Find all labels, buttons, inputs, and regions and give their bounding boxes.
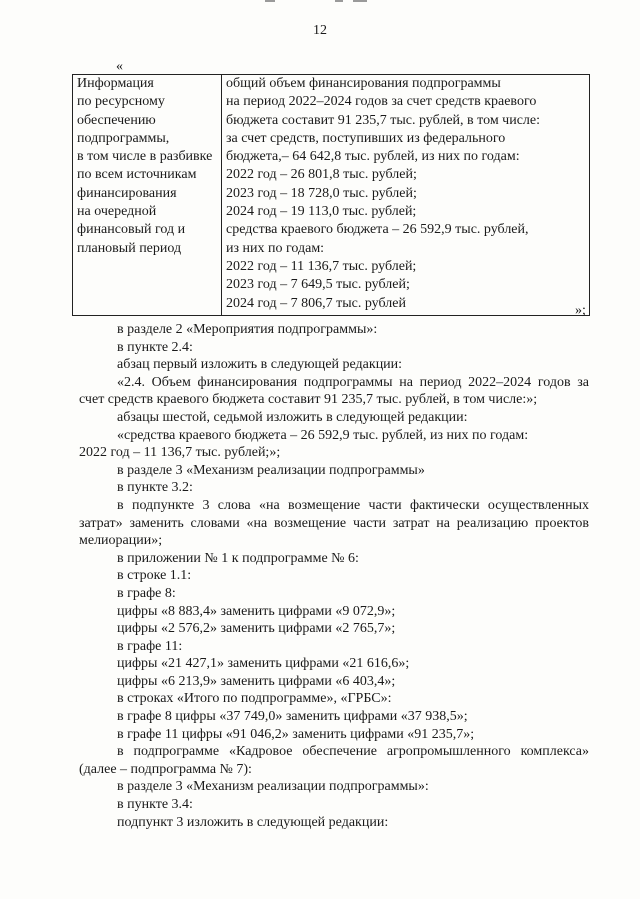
value-line: 2024 год – 19 113,0 тыс. рублей; [226,204,417,220]
value-line: 2023 год – 7 649,5 тыс. рублей; [226,277,410,293]
paragraph: в приложении № 1 к подпрограмме № 6: [117,550,359,566]
scan-artifact [265,0,375,6]
label-line: финансовый год и [77,222,186,238]
paragraph: в пункте 2.4: [117,339,193,355]
paragraph: в строках «Итого по подпрограмме», «ГРБС»: [117,691,392,707]
paragraph: 2022 год – 11 136,7 тыс. рублей;»; [79,445,281,461]
label-line: по ресурсному [77,94,165,110]
paragraph: в разделе 3 «Механизм реализации подпрограммы»: [117,779,429,795]
page-number: 12 [313,23,327,38]
paragraph: в пункте 3.4: [117,797,193,813]
paragraph: в подпункте 3 слова «на возмещение части фактически осуществленных затрат» заменить словами «на возмещение части затрат на реализацию проектов мелиорации»; [79,497,589,549]
label-line: по всем источникам [77,167,197,183]
paragraph: абзац первый изложить в следующей редакции: [117,357,403,373]
label-line: финансирования [77,185,177,201]
paragraph: в разделе 3 «Механизм реализации подпрограммы» [117,462,425,478]
paragraph: в графе 11 цифры «91 046,2» заменить цифрами «91 235,7»; [117,726,475,742]
label-line: подпрограммы, [77,130,170,146]
closing-quote: »; [575,303,586,318]
value-line: 2022 год – 11 136,7 тыс. рублей; [226,258,417,274]
paragraph: в графе 8: [117,585,176,601]
table-value-cell [222,75,590,316]
value-line: за счет средств, поступивших из федерального [226,130,506,146]
value-line: бюджета,– 64 642,8 тыс. рублей, из них по годам: [226,149,520,165]
paragraph: в разделе 2 «Мероприятия подпрограммы»: [117,322,378,337]
value-line: общий объем финансирования подпрограммы [226,76,501,91]
paragraph: цифры «2 576,2» заменить цифрами «2 765,7»; [117,621,396,637]
paragraph: подпункт 3 изложить в следующей редакции: [117,814,389,830]
value-line: 2022 год – 26 801,8 тыс. рублей; [226,167,417,183]
paragraph: цифры «8 883,4» заменить цифрами «9 072,9»; [117,603,396,619]
paragraph: цифры «6 213,9» заменить цифрами «6 403,4»; [117,673,396,689]
paragraph: «2.4. Объем финансирования подпрограммы на период 2022–2024 годов за счет средств краевого бюджета составит 91 235,7 тыс. рублей, в том числе:»; [79,374,589,408]
label-line: плановый период [77,240,182,256]
paragraph: цифры «21 427,1» заменить цифрами «21 616,6»; [117,656,410,672]
paragraph: абзацы шестой, седьмой изложить в следующей редакции: [117,409,468,425]
table-row [73,75,590,316]
value-line: 2023 год – 18 728,0 тыс. рублей; [226,185,417,201]
paragraph: «средства краевого бюджета – 26 592,9 тыс. рублей, из них по годам: [117,427,529,443]
value-line: из них по годам: [226,240,325,256]
value-line: на период 2022–2024 годов за счет средств краевого [226,94,537,110]
opening-quote: « [116,59,123,74]
label-line: в том числе в разбивке [77,149,213,165]
label-line: обеспечению [77,112,156,128]
value-line: бюджета составит 91 235,7 тыс. рублей, в том числе: [226,112,541,128]
label-line: на очередной [77,204,157,220]
paragraph: в пункте 3.2: [117,480,193,496]
table-label-cell [73,75,222,316]
value-line: 2024 год – 7 806,7 тыс. рублей [226,295,406,311]
document-body [79,321,589,831]
value-line: средства краевого бюджета – 26 592,9 тыс. рублей, [226,222,529,238]
paragraph: в графе 8 цифры «37 749,0» заменить цифрами «37 938,5»; [117,709,468,725]
paragraph: в графе 11: [117,638,183,654]
label-line: Информация [77,76,154,91]
paragraph: в подпрограмме «Кадровое обеспечение агропромышленного комплекса» (далее – подпрограмма № 7): [79,744,589,777]
resource-info-table [72,74,590,316]
paragraph: в строке 1.1: [117,568,192,584]
